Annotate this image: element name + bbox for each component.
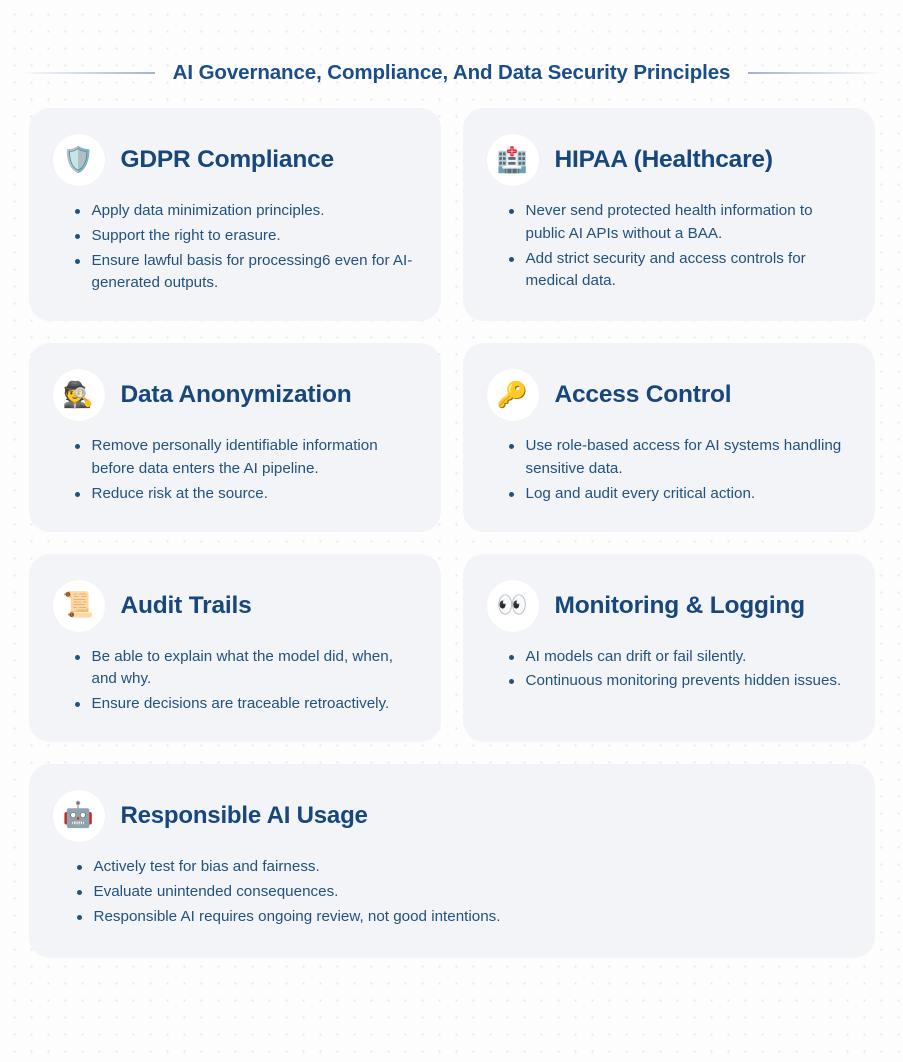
card-bullet-list xyxy=(53,435,413,507)
list-item: Ensure lawful basis for processing6 even for AI-generated outputs. xyxy=(75,250,413,296)
list-item: Reduce risk at the source. xyxy=(75,483,413,506)
list-item: AI models can drift or fail silently. xyxy=(509,646,847,669)
card-row xyxy=(29,108,875,321)
card-row xyxy=(29,554,875,742)
list-item: Never send protected health information to public AI APIs without a BAA. xyxy=(509,200,847,246)
card-hipaa-healthcare xyxy=(463,108,875,321)
header-rule-right xyxy=(748,72,879,74)
card-header xyxy=(53,790,847,842)
card-title: GDPR Compliance xyxy=(120,146,334,174)
list-item: Use role-based access for AI systems handling sensitive data. xyxy=(509,435,847,481)
list-item: Apply data minimization principles. xyxy=(75,200,413,223)
list-item: Add strict security and access controls for medical data. xyxy=(509,248,847,294)
scroll-icon: 📜 xyxy=(53,580,105,632)
list-item: Remove personally identifiable information before data enters the AI pipeline. xyxy=(75,435,413,481)
list-item: Actively test for bias and fairness. xyxy=(77,856,847,879)
card-bullet-list xyxy=(487,435,847,507)
list-item: Log and audit every critical action. xyxy=(509,483,847,506)
card-header xyxy=(487,369,847,421)
card-responsible-ai-usage xyxy=(29,764,875,958)
page-header xyxy=(0,38,903,108)
card-header xyxy=(53,580,413,632)
eyes-icon: 👀 xyxy=(487,580,539,632)
list-item: Evaluate unintended consequences. xyxy=(77,881,847,904)
card-row xyxy=(29,343,875,531)
list-item: Continuous monitoring prevents hidden issues. xyxy=(509,670,847,693)
detective-icon: 🕵️ xyxy=(53,369,105,421)
header-rule-left xyxy=(24,72,155,74)
list-item: Responsible AI requires ongoing review, not good intentions. xyxy=(77,906,847,929)
card-bullet-list xyxy=(53,646,413,718)
robot-icon: 🤖 xyxy=(53,790,105,842)
card-title: Data Anonymization xyxy=(120,381,352,409)
card-title: Access Control xyxy=(554,381,732,409)
card-gdpr-compliance xyxy=(29,108,441,321)
card-header xyxy=(487,580,847,632)
card-bullet-list xyxy=(53,200,413,297)
list-item: Ensure decisions are traceable retroactively. xyxy=(75,693,413,716)
card-header xyxy=(53,369,413,421)
card-bullet-list xyxy=(53,856,847,928)
shield-icon: 🛡️ xyxy=(53,134,105,186)
hospital-icon: 🏥 xyxy=(487,134,539,186)
list-item: Be able to explain what the model did, when, and why. xyxy=(75,646,413,692)
card-monitoring-logging xyxy=(463,554,875,742)
card-audit-trails xyxy=(29,554,441,742)
card-title: HIPAA (Healthcare) xyxy=(554,146,773,174)
key-icon: 🔑 xyxy=(487,369,539,421)
card-title: Responsible AI Usage xyxy=(120,801,368,829)
principles-grid xyxy=(29,108,875,958)
card-title: Audit Trails xyxy=(120,591,252,619)
page-title: AI Governance, Compliance, And Data Security Principles xyxy=(172,61,731,84)
card-header xyxy=(487,134,847,186)
list-item: Support the right to erasure. xyxy=(75,225,413,248)
card-title: Monitoring & Logging xyxy=(554,591,805,619)
card-bullet-list xyxy=(487,200,847,295)
card-bullet-list xyxy=(487,646,847,696)
card-access-control xyxy=(463,343,875,531)
card-header xyxy=(53,134,413,186)
card-data-anonymization xyxy=(29,343,441,531)
